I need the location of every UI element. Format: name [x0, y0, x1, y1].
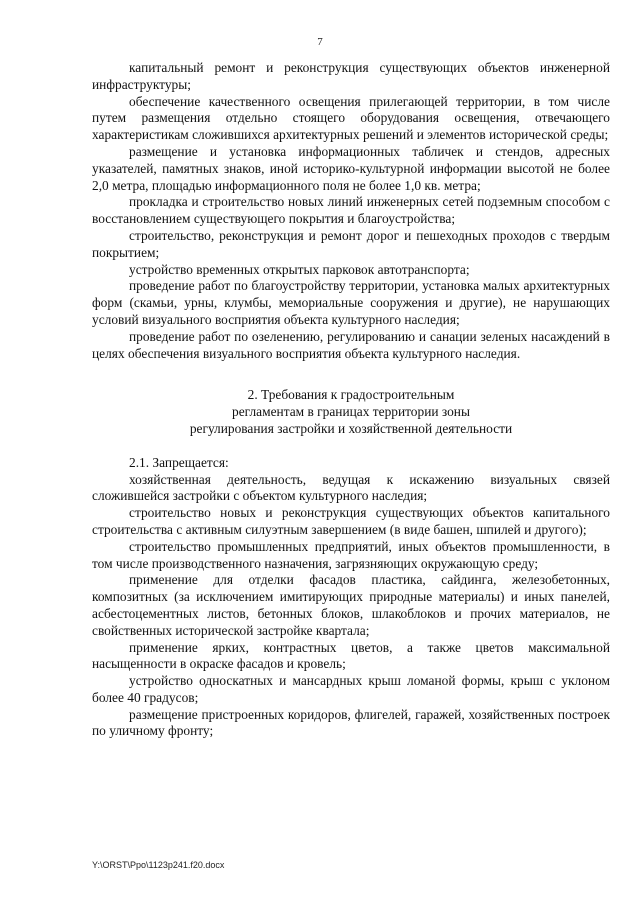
- paragraph: применение для отделки фасадов пластика, сайдинга, железобетонных, композитных (за исключением имитирующих природные материалы) и иных панелей, асбестоцементных листов, бетонных блоков, шлакоблоков и прочих материалов, не свойственных исторической застройке квартала;: [92, 572, 610, 638]
- section-heading: [92, 387, 610, 437]
- paragraph: капитальный ремонт и реконструкция существующих объектов инженерной инфраструктуры;: [92, 60, 610, 92]
- subheading: 2.1. Запрещается:: [129, 454, 229, 470]
- heading-line: регламентам в границах территории зоны: [232, 404, 470, 420]
- heading-line: регулирования застройки и хозяйственной деятельности: [189, 420, 513, 436]
- page-number: 7: [317, 36, 323, 48]
- paragraph: размещение и установка информационных табличек и стендов, адресных указателей, памятных знаков, иной историко-культурной информации высотой не более 2,0 метра, площадью информационного поля не более 1,0 кв. метра;: [92, 143, 610, 193]
- paragraph: строительство, реконструкция и ремонт дорог и пешеходных проходов с твердым покрытием;: [92, 227, 610, 260]
- paragraph: прокладка и строительство новых линий инженерных сетей подземным способом с восстановлением существующего покрытия и благоустройства;: [92, 194, 610, 227]
- paragraph: строительство новых и реконструкция существующих объектов капитального строительства с активным силуэтным завершением (в виде башен, шпилей и другого);: [92, 505, 610, 537]
- paragraph: обеспечение качественного освещения прилегающей территории, в том числе путем размещения отдельно стоящего оборудования освещения, отвечающего характеристикам сложившихся архитектурных решений и элементов исторической среды;: [92, 93, 610, 143]
- paragraph: применение ярких, контрастных цветов, а также цветов максимальной насыщенности в окраске фасадов и кровель;: [92, 639, 610, 672]
- heading-line: 2. Требования к градостроительным: [247, 387, 455, 403]
- paragraph: хозяйственная деятельность, ведущая к искажению визуальных связей сложившейся застройки с объектом культурного наследия;: [92, 471, 610, 504]
- footer-file-path: Y:\ORST\Ppo\1123p241.f20.docx: [92, 860, 225, 870]
- paragraph: проведение работ по благоустройству территории, установка малых архитектурных форм (скамьи, урны, клумбы, мемориальные сооружения и другие), не нарушающих условий визуального восприятия объекта культурного наследия;: [92, 278, 610, 327]
- paragraph: устройство односкатных и мансардных крыш ломаной формы, крыш с уклоном более 40 градусов;: [92, 673, 610, 705]
- paragraph: проведение работ по озеленению, регулированию и санации зеленых насаждений в целях обеспечения визуального восприятия объекта культурного наследия.: [92, 328, 610, 361]
- paragraph: устройство временных открытых парковок автотранспорта;: [129, 261, 470, 277]
- document-body: [92, 60, 610, 740]
- paragraph: строительство промышленных предприятий, иных объектов промышленности, в том числе производственного назначения, загрязняющих окружающую среду;: [92, 538, 610, 571]
- paragraph: размещение пристроенных коридоров, флигелей, гаражей, хозяйственных построек по уличному фронту;: [92, 706, 610, 739]
